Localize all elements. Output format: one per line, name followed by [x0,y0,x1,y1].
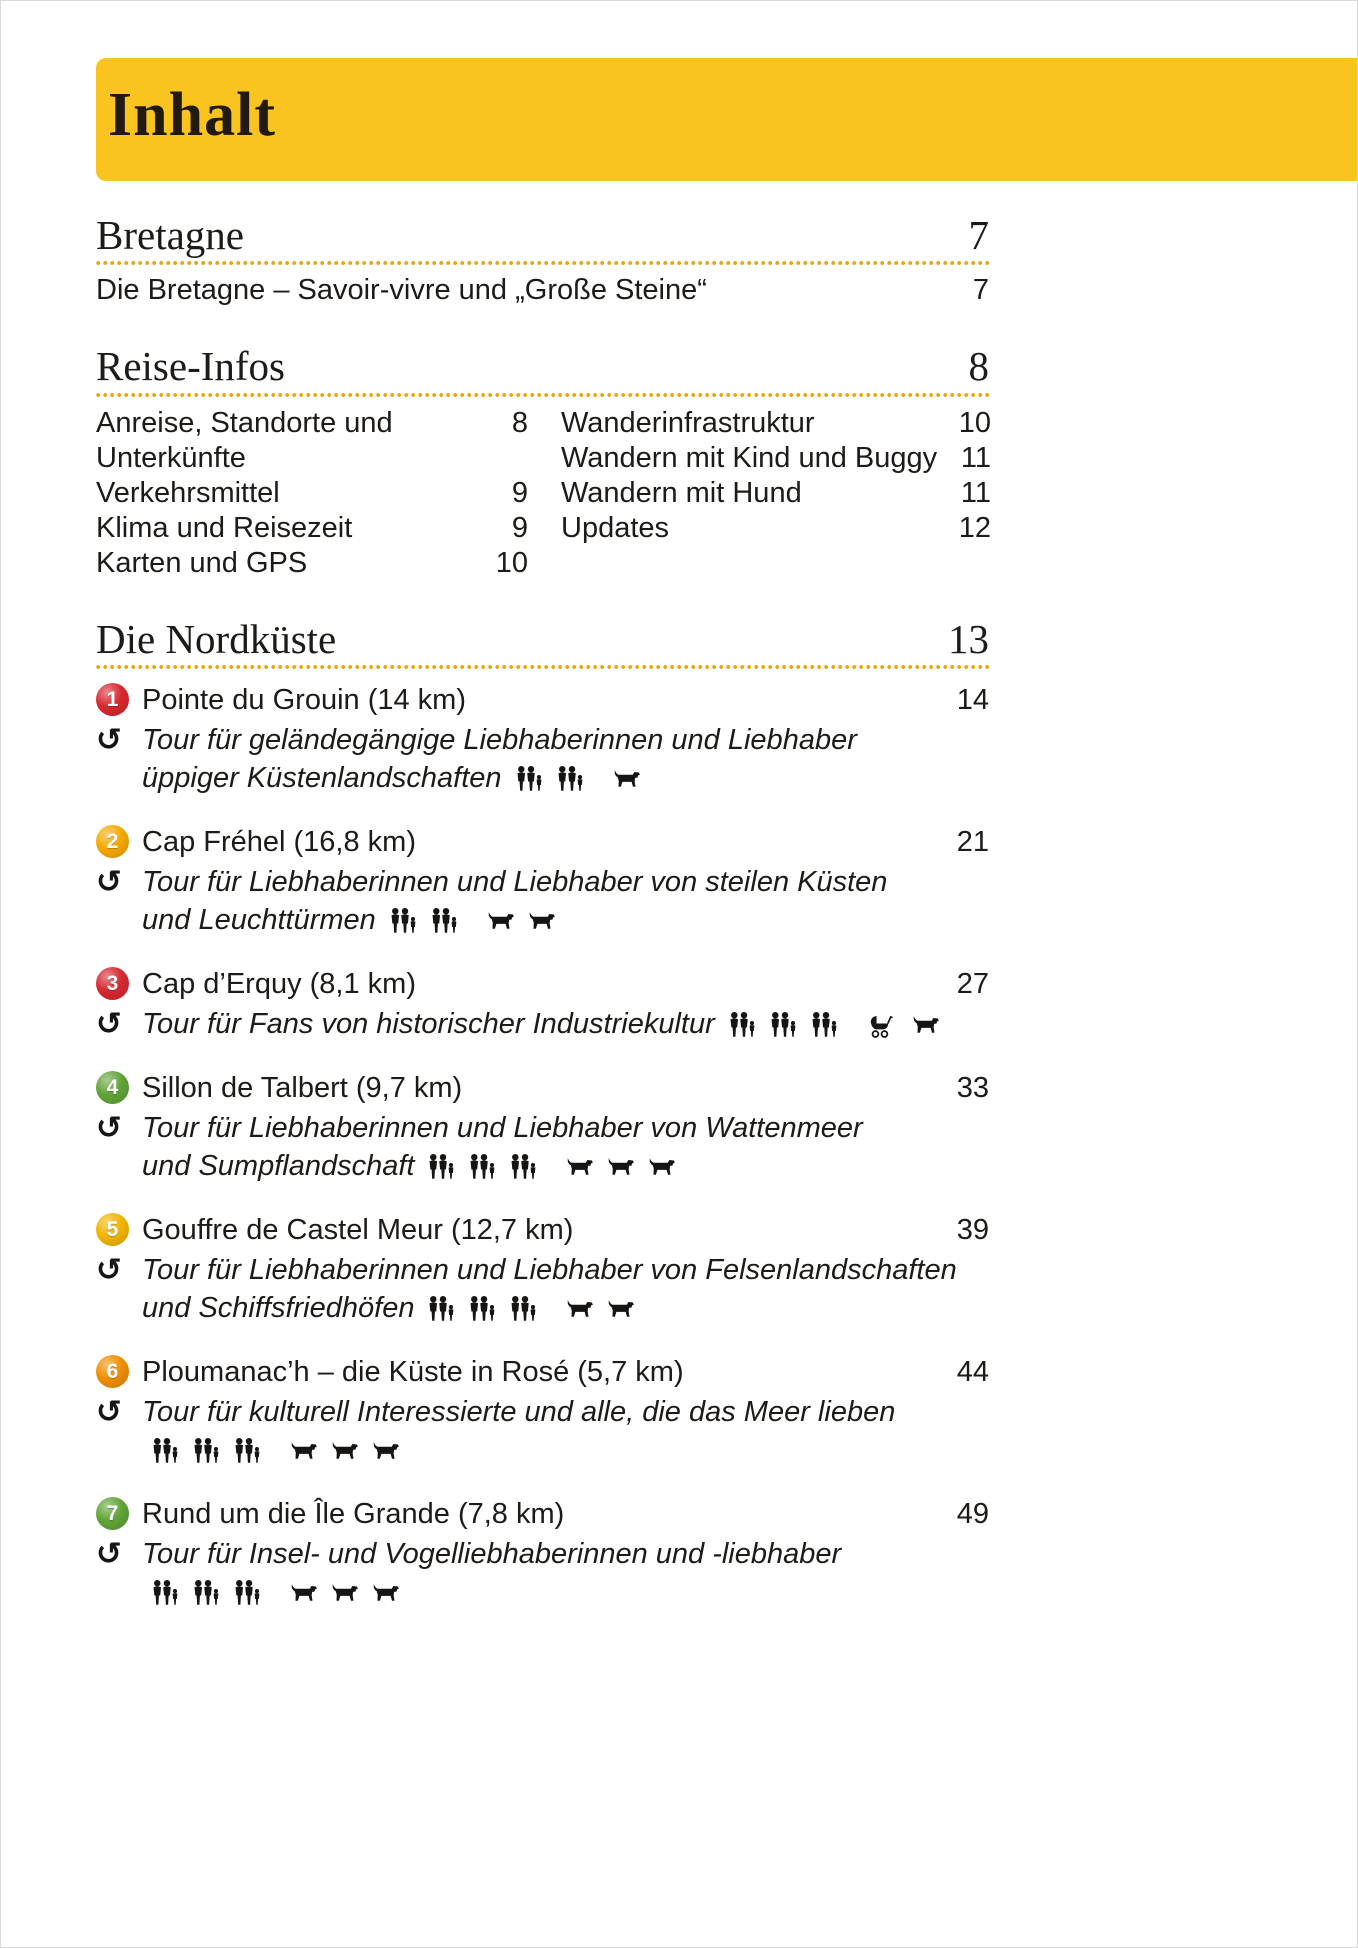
family-icon [427,1296,459,1321]
toc-entry [561,441,991,476]
dog-icon [612,766,642,791]
tour-title-row [96,964,989,1004]
toc-entry-label: Wanderinfrastruktur [561,406,815,439]
dotted-leader-rule [96,392,989,398]
tour-page-number: 44 [956,1355,989,1388]
family-icon [233,1580,265,1605]
toc-content [96,213,989,1611]
family-icon [509,1296,541,1321]
toc-entry-label: Updates [561,511,670,544]
tour-entry [96,1068,989,1185]
toc-entry-page: 10 [958,406,991,439]
family-icon [151,1438,183,1463]
tour-title-row [96,1352,989,1392]
circular-tour-icon: ↺ [96,1109,122,1146]
tour-title-row [96,1210,989,1250]
tour-number-badge: 5 [96,1213,129,1246]
tour-title: Cap d’Erquy (8,1 km) [142,967,416,1000]
tour-page-number: 39 [956,1213,989,1246]
circular-tour-icon: ↺ [96,1535,122,1572]
toc-entry-label: Wandern mit Hund [561,476,802,509]
family-icon [509,1154,541,1179]
tour-description-row [96,1393,989,1469]
tour-icons [719,1008,941,1040]
tour-description-row [96,1535,989,1611]
toc-entry-page: 12 [958,511,991,544]
dog-icon [606,1296,636,1321]
toc-entry-page: 7 [972,274,989,307]
tour-page-number: 49 [956,1497,989,1530]
tour-description-line2: und Leuchttürmen [142,903,376,936]
section-page-number: 7 [968,212,989,258]
toc-entry-label: Karten und GPS [96,546,308,579]
tour-description-row [96,1251,989,1327]
tour-number-badge: 6 [96,1355,129,1388]
section-heading: Bretagne [96,212,244,258]
toc-entry [96,406,528,476]
toc-entry-page: 10 [495,546,528,579]
dog-icon [606,1154,636,1179]
dog-icon [565,1296,595,1321]
tour-description [142,863,887,939]
toc-entry [96,476,528,511]
tour-description-line2: üppiger Küstenlandschaften [142,761,502,794]
dog-icon [289,1438,319,1463]
family-icon [233,1438,265,1463]
tour-entry [96,1494,989,1611]
toc-entry-page: 9 [511,511,528,544]
family-icon [192,1580,224,1605]
tour-title: Pointe du Grouin (14 km) [142,683,466,716]
section-heading-row [96,617,989,661]
tour-description-line1: Tour für kulturell Interessierte und alle, die das Meer lieben [142,1395,896,1428]
section-page-number: 8 [968,343,989,390]
right-column [561,406,991,581]
tour-title: Rund um die Île Grande (7,8 km) [142,1497,565,1530]
tour-entry [96,1210,989,1327]
toc-entry-label: Anreise, Standorte und Unterkünfte [96,406,393,474]
family-icon [515,766,547,791]
dog-icon [527,908,557,933]
section-heading: Die Nordküste [96,615,337,662]
tour-entry [96,680,989,797]
tour-icons [380,904,557,936]
tour-icons [506,762,642,794]
tour-description-line1: Tour für Insel- und Vogelliebhaberinnen und -liebhaber [142,1537,842,1570]
tour-icons [142,1434,401,1466]
tour-description-line2: und Schiffsfriedhöfen [142,1291,415,1324]
family-icon [151,1580,183,1605]
tour-list [96,680,989,1611]
dog-icon [486,908,516,933]
tour-title-row [96,1068,989,1108]
tour-page-number: 21 [956,825,989,858]
tour-description [142,1251,957,1327]
tour-description [142,721,857,797]
tour-page-number: 27 [956,967,989,1000]
section-nordkueste [96,617,989,1611]
toc-entry-label: Klima und Reisezeit [96,511,353,544]
tour-entry [96,964,989,1043]
tour-description-line2: und Sumpflandschaft [142,1149,415,1182]
toc-entry-page: 9 [511,476,528,509]
tour-number-badge: 3 [96,967,129,1000]
circular-tour-icon: ↺ [96,863,122,900]
circular-tour-icon: ↺ [96,1251,122,1288]
tour-description [142,1535,841,1611]
toc-entry-label: Die Bretagne – Savoir-vivre und „Große Steine“ [96,274,707,307]
family-icon [430,908,462,933]
tour-entry [96,1352,989,1469]
section-heading: Reise-Infos [96,343,286,390]
tour-number-badge: 1 [96,683,129,716]
tour-description-line1: Tour für geländegängige Liebhaberinnen und Liebhaber [142,723,857,756]
toc-entry [96,546,528,581]
section-heading-row [96,213,989,257]
dog-icon [911,1012,941,1037]
family-icon [556,766,588,791]
family-icon [389,908,421,933]
tour-title: Sillon de Talbert (9,7 km) [142,1071,463,1104]
dog-icon [647,1154,677,1179]
toc-entry-page: 11 [960,441,991,474]
circular-tour-icon: ↺ [96,1005,122,1042]
toc-entry [561,476,991,511]
toc-entry [561,406,991,441]
tour-title: Ploumanac’h – die Küste in Rosé (5,7 km) [142,1355,684,1388]
dog-icon [289,1580,319,1605]
header-banner [96,58,1357,181]
toc-entry-label: Wandern mit Kind und Buggy [561,441,938,474]
tour-description [142,1109,863,1185]
tour-description-line1: Tour für Liebhaberinnen und Liebhaber von Felsenlandschaften [142,1253,957,1286]
tour-description [142,1005,941,1043]
family-icon [192,1438,224,1463]
toc-entry [96,511,528,546]
dog-icon [371,1438,401,1463]
tour-description-row [96,1005,989,1043]
tour-title-row [96,822,989,862]
tour-description-line1: Tour für Liebhaberinnen und Liebhaber von steilen Küsten [142,865,888,898]
family-icon [810,1012,842,1037]
dotted-leader-rule [96,260,989,266]
family-icon [427,1154,459,1179]
tour-page-number: 14 [956,683,989,716]
tour-number-badge: 7 [96,1497,129,1530]
tour-title: Cap Fréhel (16,8 km) [142,825,416,858]
section-reise-infos [96,344,989,580]
family-icon [468,1154,500,1179]
tour-icons [418,1150,677,1182]
tour-icons [142,1576,401,1608]
dog-icon [330,1580,360,1605]
two-column-entries [96,406,989,581]
dog-icon [371,1580,401,1605]
tour-description [142,1393,895,1469]
tour-page-number: 33 [956,1071,989,1104]
tour-title: Gouffre de Castel Meur (12,7 km) [142,1213,574,1246]
toc-entry-label: Verkehrsmittel [96,476,280,509]
left-column [96,406,528,581]
toc-entry [96,272,989,308]
toc-entry [561,511,991,546]
section-heading-row [96,344,989,388]
family-icon [728,1012,760,1037]
tour-description-line1: Tour für Fans von historischer Industriekultur [142,1007,715,1040]
section-page-number: 13 [948,615,989,662]
family-icon [769,1012,801,1037]
dotted-leader-rule [96,664,989,670]
tour-number-badge: 2 [96,825,129,858]
section-bretagne [96,213,989,308]
page-title: Inhalt [108,81,276,149]
tour-title-row [96,680,989,720]
tour-description-row [96,863,989,939]
circular-tour-icon: ↺ [96,1393,122,1430]
dog-icon [565,1154,595,1179]
tour-description-row [96,1109,989,1185]
tour-description-row [96,721,989,797]
stroller-icon [866,1012,893,1039]
toc-entry-page: 8 [511,406,528,439]
tour-number-badge: 4 [96,1071,129,1104]
dog-icon [330,1438,360,1463]
family-icon [468,1296,500,1321]
tour-icons [418,1292,636,1324]
circular-tour-icon: ↺ [96,721,122,758]
tour-entry [96,822,989,939]
tour-title-row [96,1494,989,1534]
toc-entry-page: 11 [960,476,991,509]
tour-description-line1: Tour für Liebhaberinnen und Liebhaber von Wattenmeer [142,1111,863,1144]
